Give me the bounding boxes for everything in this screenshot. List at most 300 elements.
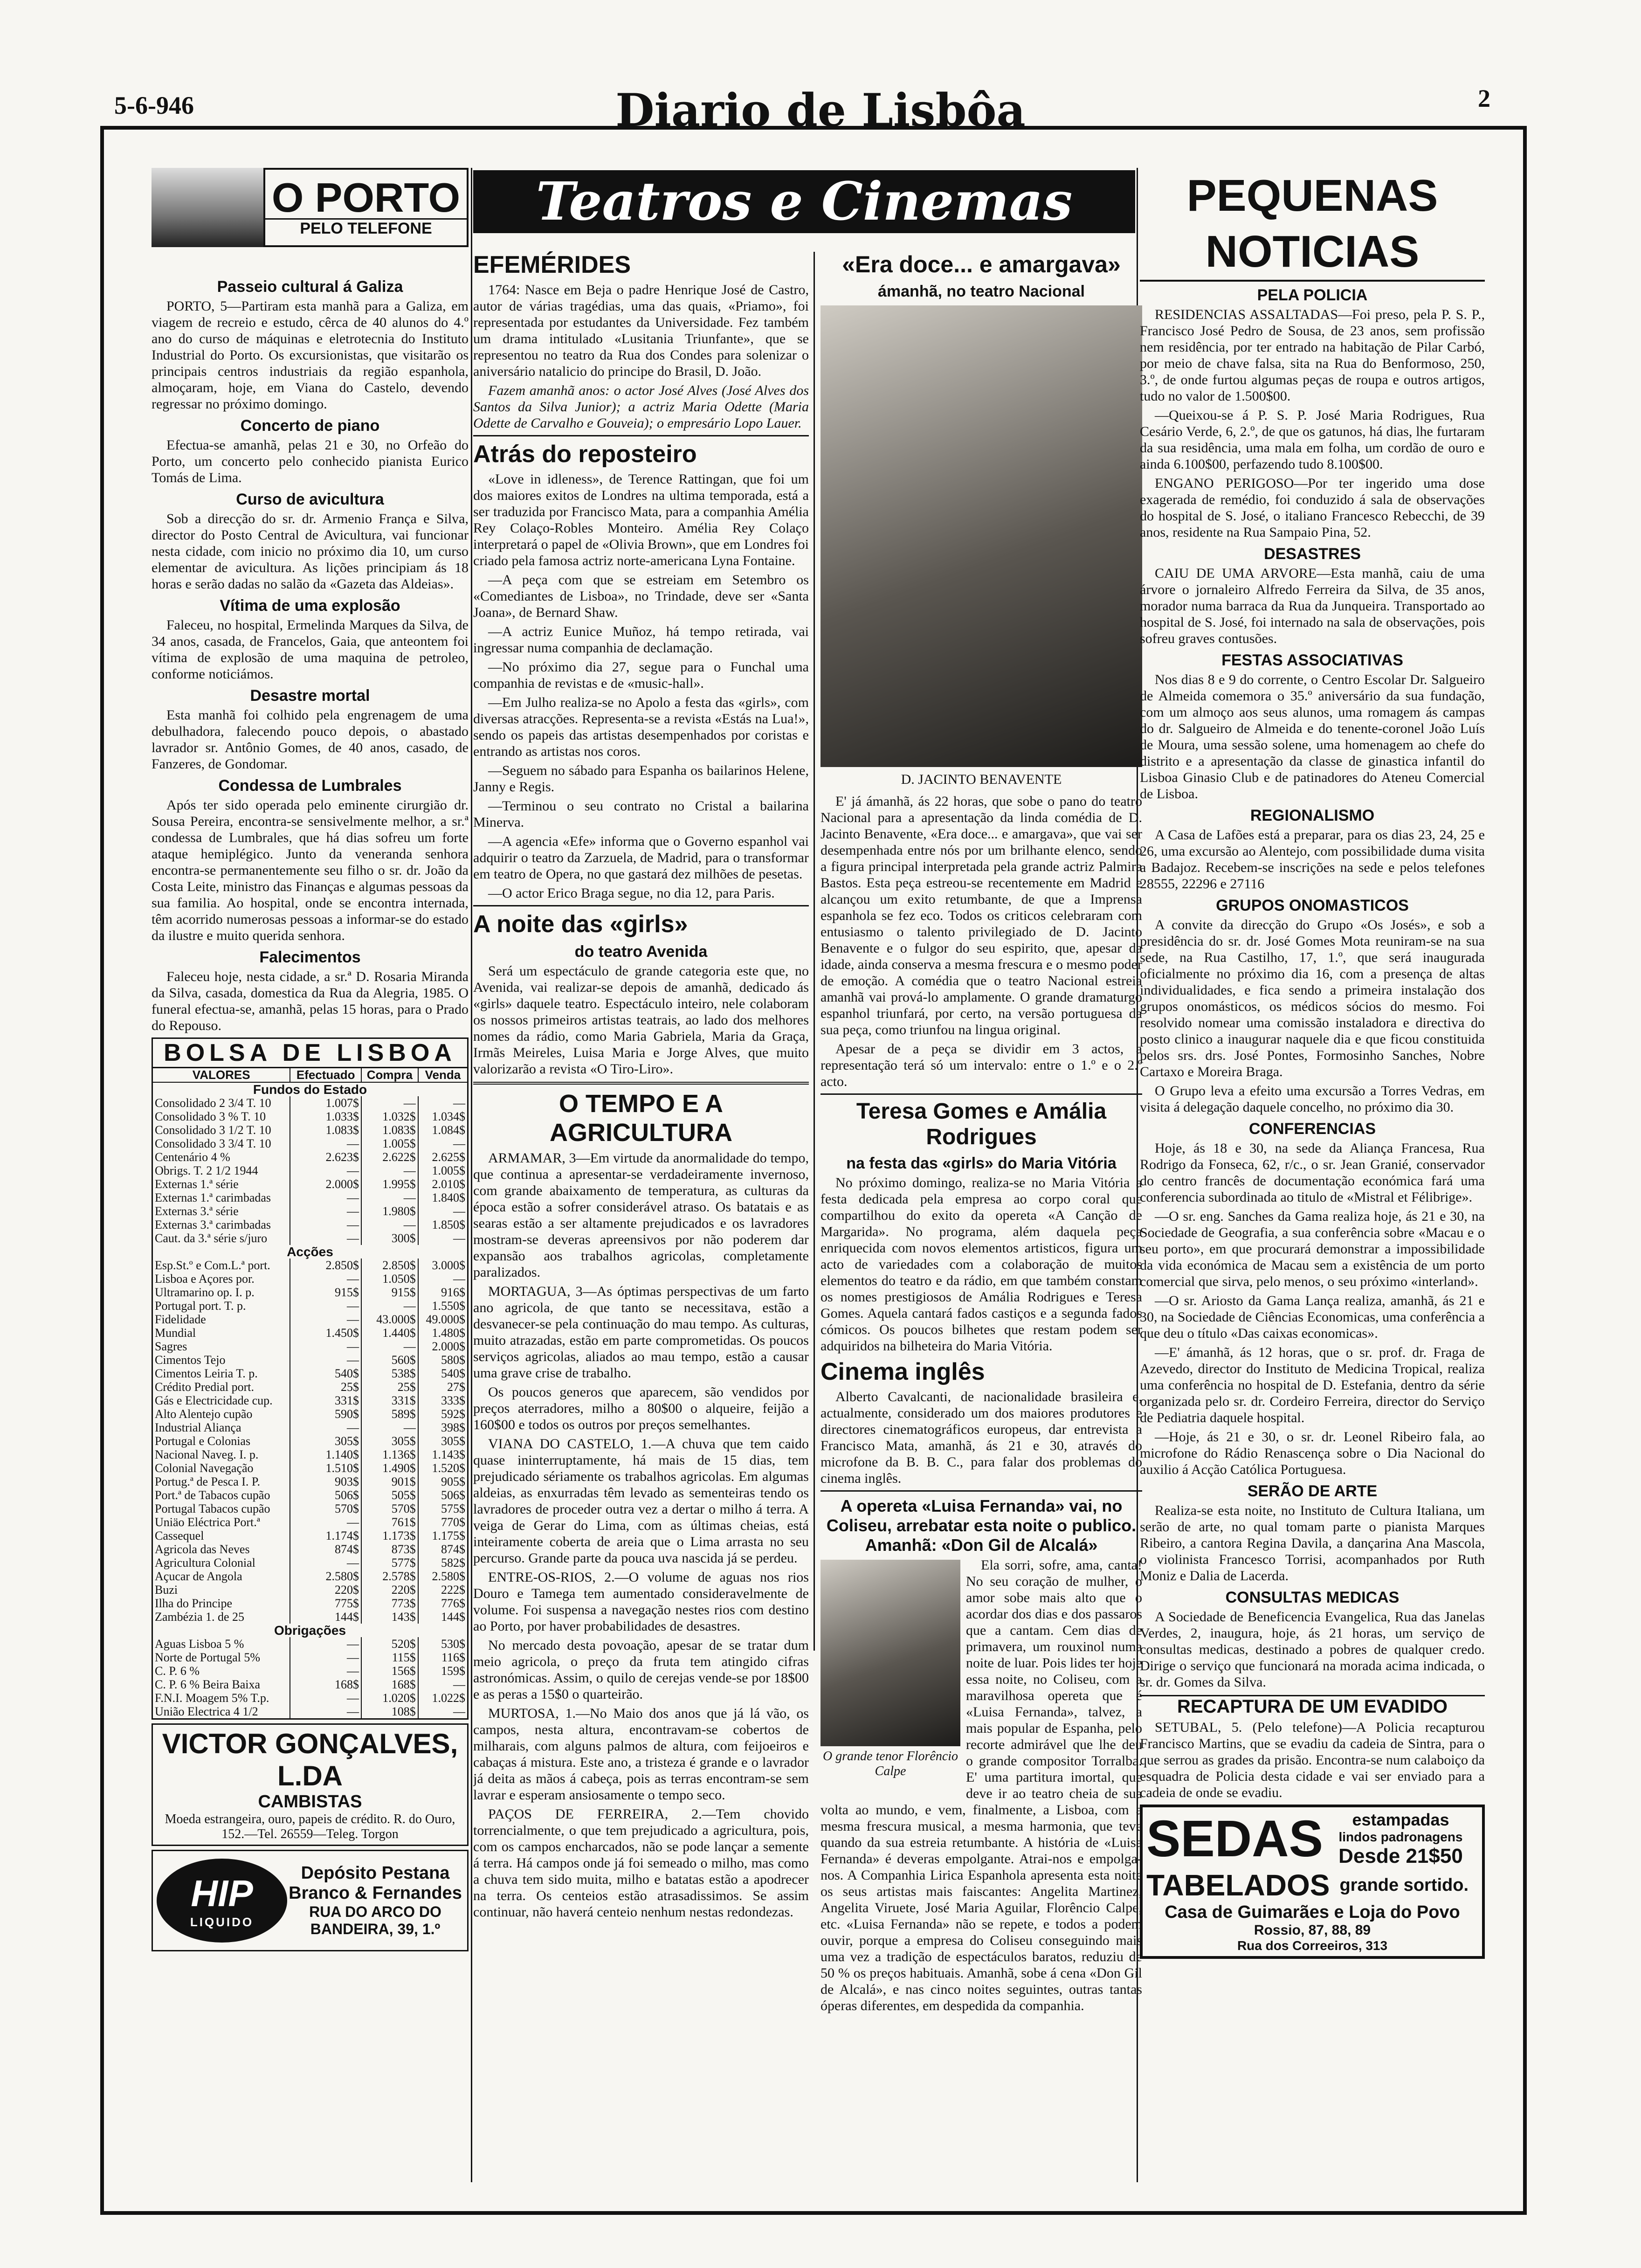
bolsa-cell: 1.174$ (290, 1529, 361, 1542)
bolsa-cell: — (290, 1340, 361, 1353)
bolsa-cell: 873$ (361, 1542, 418, 1556)
bolsa-cell: Açucar de Angola (155, 1570, 242, 1583)
article-title: Passeio cultural á Galiza (217, 278, 403, 296)
bolsa-cell: 331$ (290, 1394, 361, 1407)
recaptura-body: SETUBAL, 5. (Pelo telefone)—A Policia recapturou Francisco Martins, que se evadiu da cadeia de Sintra, para o que serrou as grades da prisão. Encontra-se num calaboiço da esquadra de Policia desta cidade e vai ser enviado para a cadeia de onde se evadiu. (1140, 1720, 1485, 1800)
bolsa-cell: C. P. 6 % Beira Baixa (155, 1678, 261, 1691)
pequenas-sections (1140, 286, 1485, 1690)
bolsa-cell: 776$ (418, 1597, 467, 1610)
bolsa-cell: 570$ (290, 1502, 361, 1515)
paragraph: PAÇOS DE FERREIRA, 2.—Tem chovido torrencialmente, o que tem prejudicado a agricultura, pois, com os campos encharcados, não se pode lançar a semente á terra. Há campos onde já foi semeado o milho, mas como a chuva tem sido muita, milho e batatas estão a apodrecer na terra. Os centeios estão atrasadissimos. Se assim continuar, não haverá centeio nenhum nestas redondezas. (473, 1806, 809, 1920)
bolsa-cell: Ilha do Principe (155, 1597, 233, 1610)
bolsa-row (153, 1515, 467, 1529)
bolsa-cell: — (290, 1353, 361, 1367)
bolsa-cell: 915$ (361, 1286, 418, 1299)
bolsa-cell: 540$ (290, 1367, 361, 1380)
column-rule (471, 168, 472, 2182)
bolsa-cell: — (290, 1313, 361, 1326)
bolsa-row (153, 1434, 467, 1448)
article-title: Condessa de Lumbrales (218, 777, 402, 795)
bolsa-cell: — (290, 1691, 361, 1705)
article-body: Sob a direcção do sr. dr. Armenio França e Silva, director do Posto Central de Avicultura, vai funcionar nesta cidade, com inicio no próximo dia 10, um curso elementar de avicultura. As lições principiam ás 18 horas e serão dadas no salão da «Gazeta das Aldeias». (152, 511, 469, 592)
bolsa-cell: 1.980$ (361, 1204, 418, 1218)
bolsa-cell: 156$ (361, 1664, 418, 1678)
bolsa-cell: 305$ (418, 1434, 467, 1448)
bolsa-cell: — (361, 1421, 418, 1434)
bolsa-cell: 520$ (361, 1637, 418, 1651)
ad-victor-text: Moeda estrangeira, ouro, papeis de crédito. R. do Ouro, 152.—Tel. 26559—Teleg. Torgon (165, 1812, 455, 1841)
section-title: PELA POLICIA (1257, 286, 1368, 304)
bolsa-row (153, 1367, 467, 1380)
bolsa-cell: 3.000$ (418, 1258, 467, 1272)
bolsa-cell: Portugal Tabacos cupão (155, 1502, 270, 1515)
bolsa-cell: Crédito Predial port. (155, 1380, 255, 1394)
paragraph: —E' ámanhã, ás 12 horas, que o sr. prof. dr. Fraga de Azevedo, director do Instituto de Medicina Tropical, realiza uma conferência no hospital de D. Estefania, dentro da série organizada pelo sr. dr. Cordeiro Ferreira, director do Serviço de Pediatria daquele hospital. (1140, 1345, 1485, 1425)
bolsa-row (153, 1542, 467, 1556)
article-body: Efectua-se amanhã, pelas 21 e 30, no Orfeão do Porto, um concerto pelo conhecido pianista Eurico Tomás de Lima. (152, 437, 469, 485)
paragraph: No mercado desta povoação, apesar de se tratar dum meio agricola, o preço da fruta tem atingido cifras astronómicas. Assim, o quilo de cerejas vende-se por 18$00 e as peras a 15$0 o quarteirão. (473, 1638, 809, 1702)
article-title: Falecimentos (259, 948, 361, 966)
bolsa-cell: — (418, 1204, 467, 1218)
bolsa-cell: 143$ (361, 1610, 418, 1624)
doce-title: «Era doce... e amargava» (842, 251, 1121, 277)
bolsa-cell: 398$ (418, 1421, 467, 1434)
bolsa-cell: 570$ (361, 1502, 418, 1515)
bolsa-cell: — (290, 1651, 361, 1664)
bolsa-row (153, 1705, 467, 1718)
bolsa-cell: Externas 3.ª carimbadas (155, 1218, 271, 1231)
bolsa-cell: 915$ (290, 1286, 361, 1299)
bolsa-cell: Port.ª de Tabacos cupão (155, 1488, 270, 1502)
bolsa-cell: — (361, 1191, 418, 1204)
bolsa-cell: 2.580$ (290, 1570, 361, 1583)
bolsa-cell: 222$ (418, 1583, 467, 1597)
bolsa-cell: — (290, 1164, 361, 1177)
bolsa-cell: — (290, 1421, 361, 1434)
bolsa-cell: 590$ (290, 1407, 361, 1421)
bolsa-cell: 43.000$ (361, 1313, 418, 1326)
bolsa-cell: 115$ (361, 1651, 418, 1664)
section-title: REGIONALISMO (1250, 807, 1375, 824)
bolsa-cell: — (418, 1231, 467, 1245)
bolsa-row (153, 1313, 467, 1326)
reposteiro-title: Atrás do reposteiro (473, 441, 697, 468)
bolsa-cell: 580$ (418, 1353, 467, 1367)
bolsa-cell: 25$ (290, 1380, 361, 1394)
agricultura-body (473, 1150, 809, 1920)
bolsa-cell: 582$ (418, 1556, 467, 1570)
ad-victor-sub: CAMBISTAS (258, 1792, 362, 1812)
paragraph: —A agencia «Efe» informa que o Governo espanhol vai adquirir o teatro da Zarzuela, de Madrid, para o transformar em teatro de Opera, no que gastará dez milhões de pesetas. (473, 834, 809, 882)
bolsa-row (153, 1096, 467, 1110)
bolsa-cell: Externas 1.ª série (155, 1177, 239, 1191)
bolsa-row (153, 1691, 467, 1705)
paragraph: «Love in idleness», de Terence Rattingan, que foi um dos maiores exitos de Londres na ultima temporada, está a ser traduzida por Francisco Mata, para a companhia Amélia Rey Colaço-Robles Monteiro. Amélia Rey Colaço interpretará o papel de «Olivia Brown», que em Londres foi criado pela famosa actriz norte-americana Lyna Fontaine. (473, 471, 809, 568)
bolsa-cell: Mundial (155, 1326, 196, 1340)
bolsa-cell: Nacional Naveg. I. p. (155, 1448, 259, 1461)
bolsa-group-name: Acções (287, 1245, 333, 1259)
bolsa-row (153, 1137, 467, 1150)
bolsa-cell: Norte de Portugal 5% (155, 1651, 261, 1664)
bolsa-cell: Externas 3.ª série (155, 1204, 239, 1218)
bolsa-cell: 2.623$ (290, 1150, 361, 1164)
bolsa-cell: 1.520$ (418, 1461, 467, 1475)
article-body: PORTO, 5—Partiram esta manhã para a Galiza, em viagem de recreio e estudo, cêrca de 40 alunos do 4.º ano do curso de máquinas e eletrotecnia do Instituto Industrial do Porto. Os excursionistas, que visitarão os principais centros industriais da região espanhola, almoçaram, hoje, em Viana do Castelo, devendo regressar no próximo domingo. (152, 298, 469, 412)
bolsa-cell: 560$ (361, 1353, 418, 1367)
bolsa-cell: 903$ (290, 1475, 361, 1488)
paragraph: A Casa de Lafões está a preparar, para os dias 23, 24, 25 e 26, uma excursão ao Alentejo, com possibilidade duma visita a Badajoz. Recebem-se inscrições na sede e pelos telefones 28555, 22296 e 27116 (1140, 827, 1485, 892)
bolsa-cell: — (361, 1096, 418, 1110)
bolsa-row (153, 1461, 467, 1475)
bolsa-cell: Consolidado 3 % T. 10 (155, 1110, 266, 1123)
bolsa-cell: 144$ (418, 1610, 467, 1624)
bolsa-group-header (153, 1082, 467, 1096)
bolsa-cell: 1.510$ (290, 1461, 361, 1475)
bolsa-row (153, 1529, 467, 1542)
bolsa-cell: Ultramarino op. I. p. (155, 1286, 255, 1299)
reposteiro-body (473, 471, 809, 901)
paragraph: Nos dias 8 e 9 do corrente, o Centro Escolar Dr. Salgueiro de Almeida comemora o 35.º aniversário da sua fundação, com um almoço aos seus alunos, uma romagem ás campas do dr. Salgueiro de Almeida e do tenente-coronel João Luís de Moura, uma sessão solene, uma homenagem ao chefe do distrito e a apresentação da classe de ginastica infantil do Lisboa Ginasio Club e de patinadores do Ateneu Comercial de Lisboa. (1140, 672, 1485, 802)
bolsa-row (153, 1218, 467, 1231)
ad-hip-line: BANDEIRA, 39, 1.º (310, 1921, 441, 1937)
bolsa-cell: 1.850$ (418, 1218, 467, 1231)
bolsa-cell: 1.084$ (418, 1123, 467, 1137)
paragraph: Hoje, ás 18 e 30, na sede da Aliança Francesa, Rua Rodrigo da Fonseca, 62, r/c., o sr. Jean Granié, conservador do centro francês de documentação económica fará uma conferencia subordinada ao titulo de «Mistral et Félibrige». (1140, 1141, 1485, 1205)
bolsa-row (153, 1286, 467, 1299)
bolsa-cell: Cimentos Tejo (155, 1353, 226, 1367)
bolsa-cell: 773$ (361, 1597, 418, 1610)
bolsa-cell: Industrial Aliança (155, 1421, 241, 1434)
bolsa-cell: 1.140$ (290, 1448, 361, 1461)
bolsa-row (153, 1597, 467, 1610)
bolsa-row (153, 1421, 467, 1434)
bolsa-cell: — (290, 1556, 361, 1570)
ad-hip-line: RUA DO ARCO DO (309, 1903, 441, 1920)
paragraph: ENTRE-OS-RIOS, 2.—O volume de aguas nos rios Douro e Tamega tem aumentado consideravelmente de volume. Foi suspensa a navegação nestes rios com destino ao Porto, por haver probabilidades de desastres. (473, 1570, 809, 1634)
ad-sedas (1140, 1805, 1485, 1959)
bolsa-cell: 1.480$ (418, 1326, 467, 1340)
bolsa-table (153, 1068, 467, 1718)
teresa-subtitle: na festa das «girls» do Maria Vitória (846, 1155, 1117, 1172)
paragraph: Os poucos generos que aparecem, são vendidos por preços aterradores, milho a 80$00 o alqueire, feijão a 160$00 e todos os outros por preços semelhantes. (473, 1384, 809, 1432)
article-body: Esta manhã foi colhido pela engrenagem de uma debulhadora, falecendo pouco depois, o abastado lavrador sr. Antônio Gomes, de 40 anos, casado, de Fanzeres, de Gondomar. (152, 707, 469, 772)
ad-sedas-line: estampadas (1352, 1810, 1449, 1829)
bolsa-cell: Consolidado 2 3/4 T. 10 (155, 1096, 271, 1110)
paragraph: —Em Julho realiza-se no Apolo a festa das «girls», com diversas atracções. Representa-se a revista «Estás na Lua!», sendo os papeis das artistas desempenhados por coristas e entrando as artistas nos coros. (473, 695, 809, 759)
bolsa-row (153, 1488, 467, 1502)
bolsa-cell: 916$ (418, 1286, 467, 1299)
bolsa-cell: 1.995$ (361, 1177, 418, 1191)
paragraph: ENGANO PERIGOSO—Por ter ingerido uma dose exagerada de remédio, foi conduzido á sala de observações do hospital de S. José, o italiano Francesco Rebecchi, de 39 anos, residente na Rua Sampaio Pina, 52. (1140, 476, 1485, 540)
benavente-photo (820, 305, 1142, 767)
ad-hip (152, 1850, 469, 1951)
bolsa-row (153, 1651, 467, 1664)
bolsa-cell: Consolidado 3 1/2 T. 10 (155, 1123, 271, 1137)
bolsa-cell: 575$ (418, 1502, 467, 1515)
bolsa-cell: 775$ (290, 1597, 361, 1610)
bolsa-cell: 159$ (418, 1664, 467, 1678)
bolsa-cell: 1.450$ (290, 1326, 361, 1340)
section-title: CONSULTAS MEDICAS (1225, 1589, 1400, 1606)
bolsa-cell: Zambézia 1. de 25 (155, 1610, 245, 1624)
bolsa-row (153, 1570, 467, 1583)
bolsa-cell: Fidelidade (155, 1313, 206, 1326)
bolsa-cell: — (290, 1705, 361, 1718)
efemerides-birthdays: Fazem amanhã anos: o actor José Alves (José Alves dos Santos da Silva Junior); a actriz Maria Odette (Maria Odette de Carvalho e Gouveia); o empresário Lopo Lauer. (473, 383, 809, 431)
bolsa-cell: Colonial Navegação (155, 1461, 254, 1475)
ad-sedas-price: Desde 21$50 (1338, 1845, 1463, 1867)
bolsa-row (153, 1258, 467, 1272)
bolsa-cell: 761$ (361, 1515, 418, 1529)
paragraph: VIANA DO CASTELO, 1.—A chuva que tem caido quase ininterruptamente, há mais de 15 dias, tem prejudicado sériamente os trabalhos agricolas. Em algumas aldeias, as enxurradas têm levado as sementeiras tendo os lavradores de proceder outra vez a dertar o milho á terra. A veiga de Gerar do Lima, com as últimas cheias, está inteiramente coberta de areia que o Lima arrasta no seu percurso. Grande parte da pouca uva nascida já se perdeu. (473, 1436, 809, 1566)
paragraph: —O actor Erico Braga segue, no dia 12, para Paris. (488, 885, 775, 901)
paragraph: —O sr. Ariosto da Gama Lança realiza, amanhã, ás 21 e 30, na Sociedade de Ciências Economicas, uma conferência a que deu o título «Das caixas economicas». (1140, 1293, 1485, 1341)
bolsa-cell: 505$ (361, 1488, 418, 1502)
bolsa-cell: Centenário 4 % (155, 1150, 230, 1164)
bolsa-cell: — (290, 1218, 361, 1231)
bolsa-cell: Buzi (155, 1583, 178, 1597)
bolsa-group-name: Fundos do Estado (253, 1082, 367, 1097)
paragraph: —Hoje, ás 21 e 30, o sr. dr. Leonel Ribeiro fala, ao microfone do Rádio Renascença sobre o Dia Nacional do auxilio á Acção Católica Portuguesa. (1140, 1429, 1485, 1477)
bolsa-cell: Esp.St.º e Com.L.ª port. (155, 1258, 270, 1272)
bolsa-cell: 144$ (290, 1610, 361, 1624)
bolsa-cell: 1.083$ (361, 1123, 418, 1137)
bolsa-cell: 116$ (418, 1651, 467, 1664)
paragraph: CAIU DE UMA ARVORE—Esta manhã, caiu de uma árvore o jornaleiro Alfredo Ferreira da Silva, de 35 anos, morador numa barraca da Rua da Junqueira. Transportado ao hospital de S. José, foi internado na sala de observações, pois sofreu graves contusões. (1140, 566, 1485, 646)
bolsa-row (153, 1664, 467, 1678)
ad-sedas-addr: Rossio, 87, 88, 89 (1254, 1922, 1371, 1938)
recaptura-title: RECAPTURA DE UM EVADIDO (1140, 1695, 1485, 1717)
bolsa-cell: — (290, 1637, 361, 1651)
bolsa-cell: — (418, 1096, 467, 1110)
bolsa-cell: 1.173$ (361, 1529, 418, 1542)
ad-hip-line: Branco & Fernandes (289, 1883, 462, 1903)
bolsa-cell: 168$ (361, 1678, 418, 1691)
girls-subtitle: do teatro Avenida (574, 943, 708, 961)
article-title: Vítima de uma explosão (220, 597, 400, 615)
bolsa-row (153, 1340, 467, 1353)
bolsa-cell: C. P. 6 % (155, 1664, 200, 1678)
bolsa-cell: 1.005$ (361, 1137, 418, 1150)
bolsa-cell: — (290, 1299, 361, 1313)
newspaper-title: Diario de Lisbôa (615, 84, 1026, 137)
teatros-banner: Teatros e Cinemas (473, 170, 1135, 233)
ad-sedas-addr: Rua dos Correeiros, 313 (1237, 1938, 1388, 1953)
bolsa-cell: 1.034$ (418, 1110, 467, 1123)
bolsa-cell: 589$ (361, 1407, 418, 1421)
bolsa-row (153, 1164, 467, 1177)
bolsa-cell: 1.083$ (290, 1123, 361, 1137)
bolsa-cell: 2.622$ (361, 1150, 418, 1164)
porto-banner (152, 168, 469, 247)
bolsa-cell: 2.850$ (290, 1258, 361, 1272)
bolsa-cell: — (361, 1299, 418, 1313)
bolsa-cell: Lisboa e Açores por. (155, 1272, 255, 1286)
bolsa-cell: 1.007$ (290, 1096, 361, 1110)
bolsa-cell: 1.032$ (361, 1110, 418, 1123)
paragraph: MORTAGUA, 3—As óptimas perspectivas de um farto ano agricola, de que tanto se necessitava, estão a desvanecer-se pela continuação do mau tempo. As culturas, muito atrazadas, estão em parte comprometidas. Os poucos serviços agricolas, aliados ao mau tempo, estão a causar uma grave crise de trabalho. (473, 1284, 809, 1381)
bolsa-cell: — (290, 1515, 361, 1529)
bolsa-cell: 901$ (361, 1475, 418, 1488)
hip-logo-sub: LIQUIDO (190, 1915, 254, 1929)
bolsa-cell: Portugal e Colonias (155, 1434, 251, 1448)
girls-body: Será um espectáculo de grande categoria este que, no Avenida, vai realizar-se depois de amanhã, dedicado ás «girls» daquele teatro. Espectáculo inteiro, nele colaboram os nossos primeiros artistas teatrais, ao lado dos melhores nomes da rádio, como Maria Gabriela, Maria da Graça, Irmãs Meireles, Luisa Maria e Jorge Alves, que muito valorizarão a revista «O Tiro-Liro». (473, 963, 809, 1077)
article-body: Faleceu, no hospital, Ermelinda Marques da Silva, de 34 anos, casada, de Francelos, Gaia, que anteontem foi vítima de explosão de uma maquina de petroleo, conforme noticiámos. (152, 617, 469, 682)
bolsa-cell: F.N.I. Moagem 5% T.p. (155, 1691, 269, 1705)
bolsa-row (153, 1272, 467, 1286)
bolsa-row (153, 1407, 467, 1421)
bolsa-row (153, 1502, 467, 1515)
girls-title: A noite das «girls» (473, 911, 688, 938)
bolsa-cell: 577$ (361, 1556, 418, 1570)
bolsa-cell: 538$ (361, 1367, 418, 1380)
column-rule (814, 252, 815, 1651)
bolsa-cell: — (361, 1218, 418, 1231)
paragraph: —No próximo dia 27, segue para o Funchal uma companhia de revistas e de «music-hall». (473, 659, 809, 691)
bolsa-cell: 1.020$ (361, 1691, 418, 1705)
bolsa-cell: 905$ (418, 1475, 467, 1488)
column-teatros-right (820, 247, 1142, 2017)
bolsa-cell: 1.175$ (418, 1529, 467, 1542)
column-porto (152, 168, 469, 1955)
bolsa-cell: Caut. da 3.ª série s/juro (155, 1231, 268, 1245)
bolsa-cell: 305$ (290, 1434, 361, 1448)
bolsa-cell: 1.022$ (418, 1691, 467, 1705)
paragraph: —Terminou o seu contrato no Cristal a bailarina Minerva. (473, 798, 809, 830)
bolsa-cell: — (418, 1272, 467, 1286)
bolsa-cell: Uniäo Eléctrica Port.ª (155, 1515, 260, 1529)
bolsa-row (153, 1326, 467, 1340)
efemerides-body: 1764: Nasce em Beja o padre Henrique José de Castro, autor de várias tragédias, uma das quais, «Priamo», foi representada por estudantes da Universidade. Fez também um drama intitulado «Lusitania Triunfante», que se representou no teatro da Rua dos Condes para solenizar o aniversário natalicio do principe do Brasil, D. João. (473, 282, 809, 379)
bolsa-cell: 506$ (418, 1488, 467, 1502)
bolsa-cell: 1.550$ (418, 1299, 467, 1313)
calpe-photo (820, 1560, 960, 1746)
bolsa-cell: Cimentos Leiria T. p. (155, 1367, 258, 1380)
bolsa-header: Compra (361, 1068, 418, 1082)
efemerides-title: EFEMÉRIDES (473, 251, 631, 278)
bolsa-cell: 2.580$ (418, 1570, 467, 1583)
bolsa-cell: 1.490$ (361, 1461, 418, 1475)
bolsa-cell: Agricola das Neves (155, 1542, 250, 1556)
bolsa-row (153, 1150, 467, 1164)
column-teatros-left (473, 247, 809, 1923)
bolsa-row (153, 1380, 467, 1394)
doce-body: E' já ámanhã, ás 22 horas, que sobe o pano do teatro Nacional para a apresentação da linda comédia de D. Jacinto Benavente, «Era doce... e amargava», que vai ser desempenhada entre nós por um brilhante elenco, sendo a figura principal interpretada pela grande actriz Palmira Bastos. Esta peça estreou-se recentemente em Madrid e alcançou um exito retumbante, de que a Imprensa espanhola se fez eco. Todos os criticos celebraram com entusiasmo o talento privilegiado de D. Jacinto Benavente e o fulgor do seu espirito, que, apesar da idade, ainda conserva a mesma frescura e o mesmo poder de emoção. A comédia que o teatro Nacional estreia amanhã vai prová-lo amplamente. O grande dramaturgo espanhol triunfará, por certo, na versão portuguesa da sua peça, como triunfou na lingua original. (820, 794, 1142, 1037)
section-title: GRUPOS ONOMASTICOS (1216, 897, 1409, 914)
bolsa-cell: Agricultura Colonial (155, 1556, 255, 1570)
bolsa-row (153, 1637, 467, 1651)
article-body: Faleceu hoje, nesta cidade, a sr.ª D. Rosaria Miranda da Silva, casada, domestica da Rua da Alegria, 1985. O funeral efectua-se, amanhã, pelas 15 horas, para o Prado do Repouso. (152, 969, 469, 1033)
bolsa-title: BOLSA DE LISBOA (153, 1039, 467, 1068)
bolsa-cell: Portug.ª de Pesca I. P. (155, 1475, 260, 1488)
article-title: Desastre mortal (250, 687, 370, 705)
bolsa-cell: — (418, 1705, 467, 1718)
bolsa-cell: 1.005$ (418, 1164, 467, 1177)
paragraph: —O sr. eng. Sanches da Gama realiza hoje, ás 21 e 30, na Sociedade de Geografia, a sua conferência sobre «Macau e o seu porto», em que procurará demonstrar a impossibilidade da vida económica de Macau sem a existência de um porto comercial que sirva, pelo menos, o seu próximo «interland». (1140, 1209, 1485, 1289)
calpe-caption: O grande tenor Florêncio Calpe (822, 1749, 958, 1778)
porto-banner-title: O PORTO (271, 174, 461, 221)
opereta-title: A opereta «Luisa Fernanda» vai, no Coliseu, arrebatar esta noite o publico. Amanhã: «Don Gil de Alcalá» (826, 1496, 1137, 1555)
bolsa-cell: 2.625$ (418, 1150, 467, 1164)
bolsa-cell: 1.440$ (361, 1326, 418, 1340)
bolsa-cell: 1.136$ (361, 1448, 418, 1461)
bolsa-cell: 220$ (290, 1583, 361, 1597)
bolsa-cell: — (418, 1137, 467, 1150)
bolsa-cell: 108$ (361, 1705, 418, 1718)
bolsa-cell: Obrigs. T. 2 1/2 1944 (155, 1164, 258, 1177)
bolsa-cell: — (418, 1678, 467, 1691)
bolsa-row (153, 1204, 467, 1218)
page-number: 2 (1478, 84, 1490, 112)
bolsa-cell: — (361, 1164, 418, 1177)
bolsa-row (153, 1475, 467, 1488)
bolsa-cell: 874$ (290, 1542, 361, 1556)
paragraph: A convite da direcção do Grupo «Os Josés», e sob a presidência do sr. dr. José Gomes Mota reuniram-se na sua sede, na Rua Castilho, 17, 1.º, que será inaugurada oficialmente no próximo dia 16, com a presença de altas individualidades, e fica sendo a primeira instalação dos grupos onomásticos, os médicos sócios do mesmo. Foi resolvido nomear uma comissão instaladora e directiva do posto clinico a inaugurar naquele dia e que ficou constituida pelos srs. drs. José Pontes, Formosinho Sanches, Nobre Cartaxo e Moreira Braga. (1140, 917, 1485, 1079)
bolsa-cell: Aguas Lisboa 5 % (155, 1637, 244, 1651)
column-pequenas-noticias (1140, 168, 1485, 1963)
article-body: Após ter sido operada pelo eminente cirurgião dr. Sousa Pereira, encontra-se sensivelmente melhor, a sr.ª condessa de Lumbrales, que há dias sofreu um forte ataque hemiplégico. Junto da veneranda senhora encontra-se permanentemente seu filho o sr. dr. João da Costa Leite, ministro das Finanças e algumas pessoas da sua familia. Ao hospital, onde se encontra internada, têm acorrido numerosas pessoas a informar-se do estado da ilustre e muito querida senhora. (152, 797, 469, 943)
bolsa-row (153, 1353, 467, 1367)
bolsa-row (153, 1177, 467, 1191)
paragraph: A Sociedade de Beneficencia Evangelica, Rua das Janelas Verdes, 2, inaugura, hoje, ás 21 horas, um serviço de consultas medicas, destinado a pobres de qualquer credo. Dirige o serviço que funcionará na morada acima indicada, o sr. dr. Gomes da Silva. (1140, 1609, 1485, 1690)
bolsa-cell: — (290, 1272, 361, 1286)
bolsa-cell: 25$ (361, 1380, 418, 1394)
bolsa-group-name: Obrigações (274, 1623, 346, 1638)
cinema-body: Alberto Cavalcanti, de nacionalidade brasileira e, actualmente, considerado um dos maiores produtores e directores cinematográficos europeus, dar entrevista a Francisco Mata, amanhã, ás 21 e 30, através do microfone da B. B. C., para falar dos problemas do cinema inglês. (820, 1389, 1142, 1486)
teresa-title: Teresa Gomes e Amália Rodrigues (856, 1099, 1107, 1149)
ad-sedas-shop: Casa de Guimarães e Loja do Povo (1165, 1902, 1460, 1922)
bolsa-header: Efectuado (290, 1068, 361, 1082)
bolsa-cell: 49.000$ (418, 1313, 467, 1326)
article-title: Concerto de piano (240, 417, 380, 435)
bolsa-cell: 2.010$ (418, 1177, 467, 1191)
ad-hip-line: Depósito Pestana (301, 1863, 450, 1883)
paragraph: —Seguem no sábado para Espanha os bailarinos Helene, Janny e Regis. (473, 763, 809, 795)
bolsa-cell: — (361, 1340, 418, 1353)
ad-sedas-line: grande sortido. (1339, 1875, 1469, 1895)
agricultura-title: O TEMPO E A AGRICULTURA (550, 1090, 732, 1147)
paragraph: RESIDENCIAS ASSALTADAS—Foi preso, pela P. S. P., Francisco José Pedro de Sousa, de 23 anos, sem profissão nem residência, por ter entrado na habitação de Pilar Carbó, por meio de chave falsa, sita na Rua do Benformoso, 250, 3.º, de onde furtou algumas peças de roupa e outros artigos, tudo no valor de 1.500$00. (1140, 307, 1485, 404)
bolsa-cell: 300$ (361, 1231, 418, 1245)
section-title: SERÃO DE ARTE (1247, 1482, 1378, 1500)
bolsa-cell: 333$ (418, 1394, 467, 1407)
bolsa-cell: — (290, 1664, 361, 1678)
bolsa-cell: — (290, 1191, 361, 1204)
bolsa-cell: 2.850$ (361, 1258, 418, 1272)
edition-date: 5-6-946 (114, 91, 194, 119)
bolsa-row (153, 1448, 467, 1461)
paragraph: O Grupo leva a efeito uma excursão a Torres Vedras, em visita á delegação daquele concelho, no próximo dia 30. (1140, 1083, 1485, 1115)
bolsa-cell: 540$ (418, 1367, 467, 1380)
bolsa-row (153, 1583, 467, 1597)
bolsa-cell: Externas 1.ª carimbadas (155, 1191, 271, 1204)
bolsa-cell: Gás e Electricidade cup. (155, 1394, 273, 1407)
bolsa-row (153, 1299, 467, 1313)
bolsa-cell: Consolidado 3 3/4 T. 10 (155, 1137, 271, 1150)
bolsa-cell: — (290, 1137, 361, 1150)
paragraph: —A peça com que se estreiam em Setembro os «Comediantes de Lisboa», no Trindade, deve ser «Santa Joana», de Bernard Shaw. (473, 572, 809, 620)
bolsa-header: VALORES (153, 1068, 290, 1082)
bolsa-cell: 1.033$ (290, 1110, 361, 1123)
bolsa-group-header (153, 1624, 467, 1637)
pequenas-banner: PEQUENAS NOTICIAS (1140, 168, 1485, 282)
bolsa-cell: 506$ (290, 1488, 361, 1502)
paragraph: ARMAMAR, 3—Em virtude da anormalidade do tempo, que continua a apresentar-se verdadeiramente invernoso, com grande abaixamento de temperatura, as culturas da época estão a sofrer considerável atraso. Os batatais e as searas estão a ser altamente prejudicados e os lavradores mostram-se deveras apreensivos por não poderem dar expansão aos trabalhos agricolas, completamente paralizados. (473, 1150, 809, 1280)
paragraph: Realiza-se esta noite, no Instituto de Cultura Italiana, um serão de arte, no qual tomam parte o pianista Marques Ribeiro, a cantora Regina Davila, a dançarina Ana Mascola, o violinista Francesco Torrisi, acompanhados por Ruth Moniz e Dalia de Lacerda. (1140, 1503, 1485, 1583)
bolsa-row (153, 1678, 467, 1691)
bolsa-cell: 530$ (418, 1637, 467, 1651)
cinema-title: Cinema inglês (820, 1358, 985, 1385)
